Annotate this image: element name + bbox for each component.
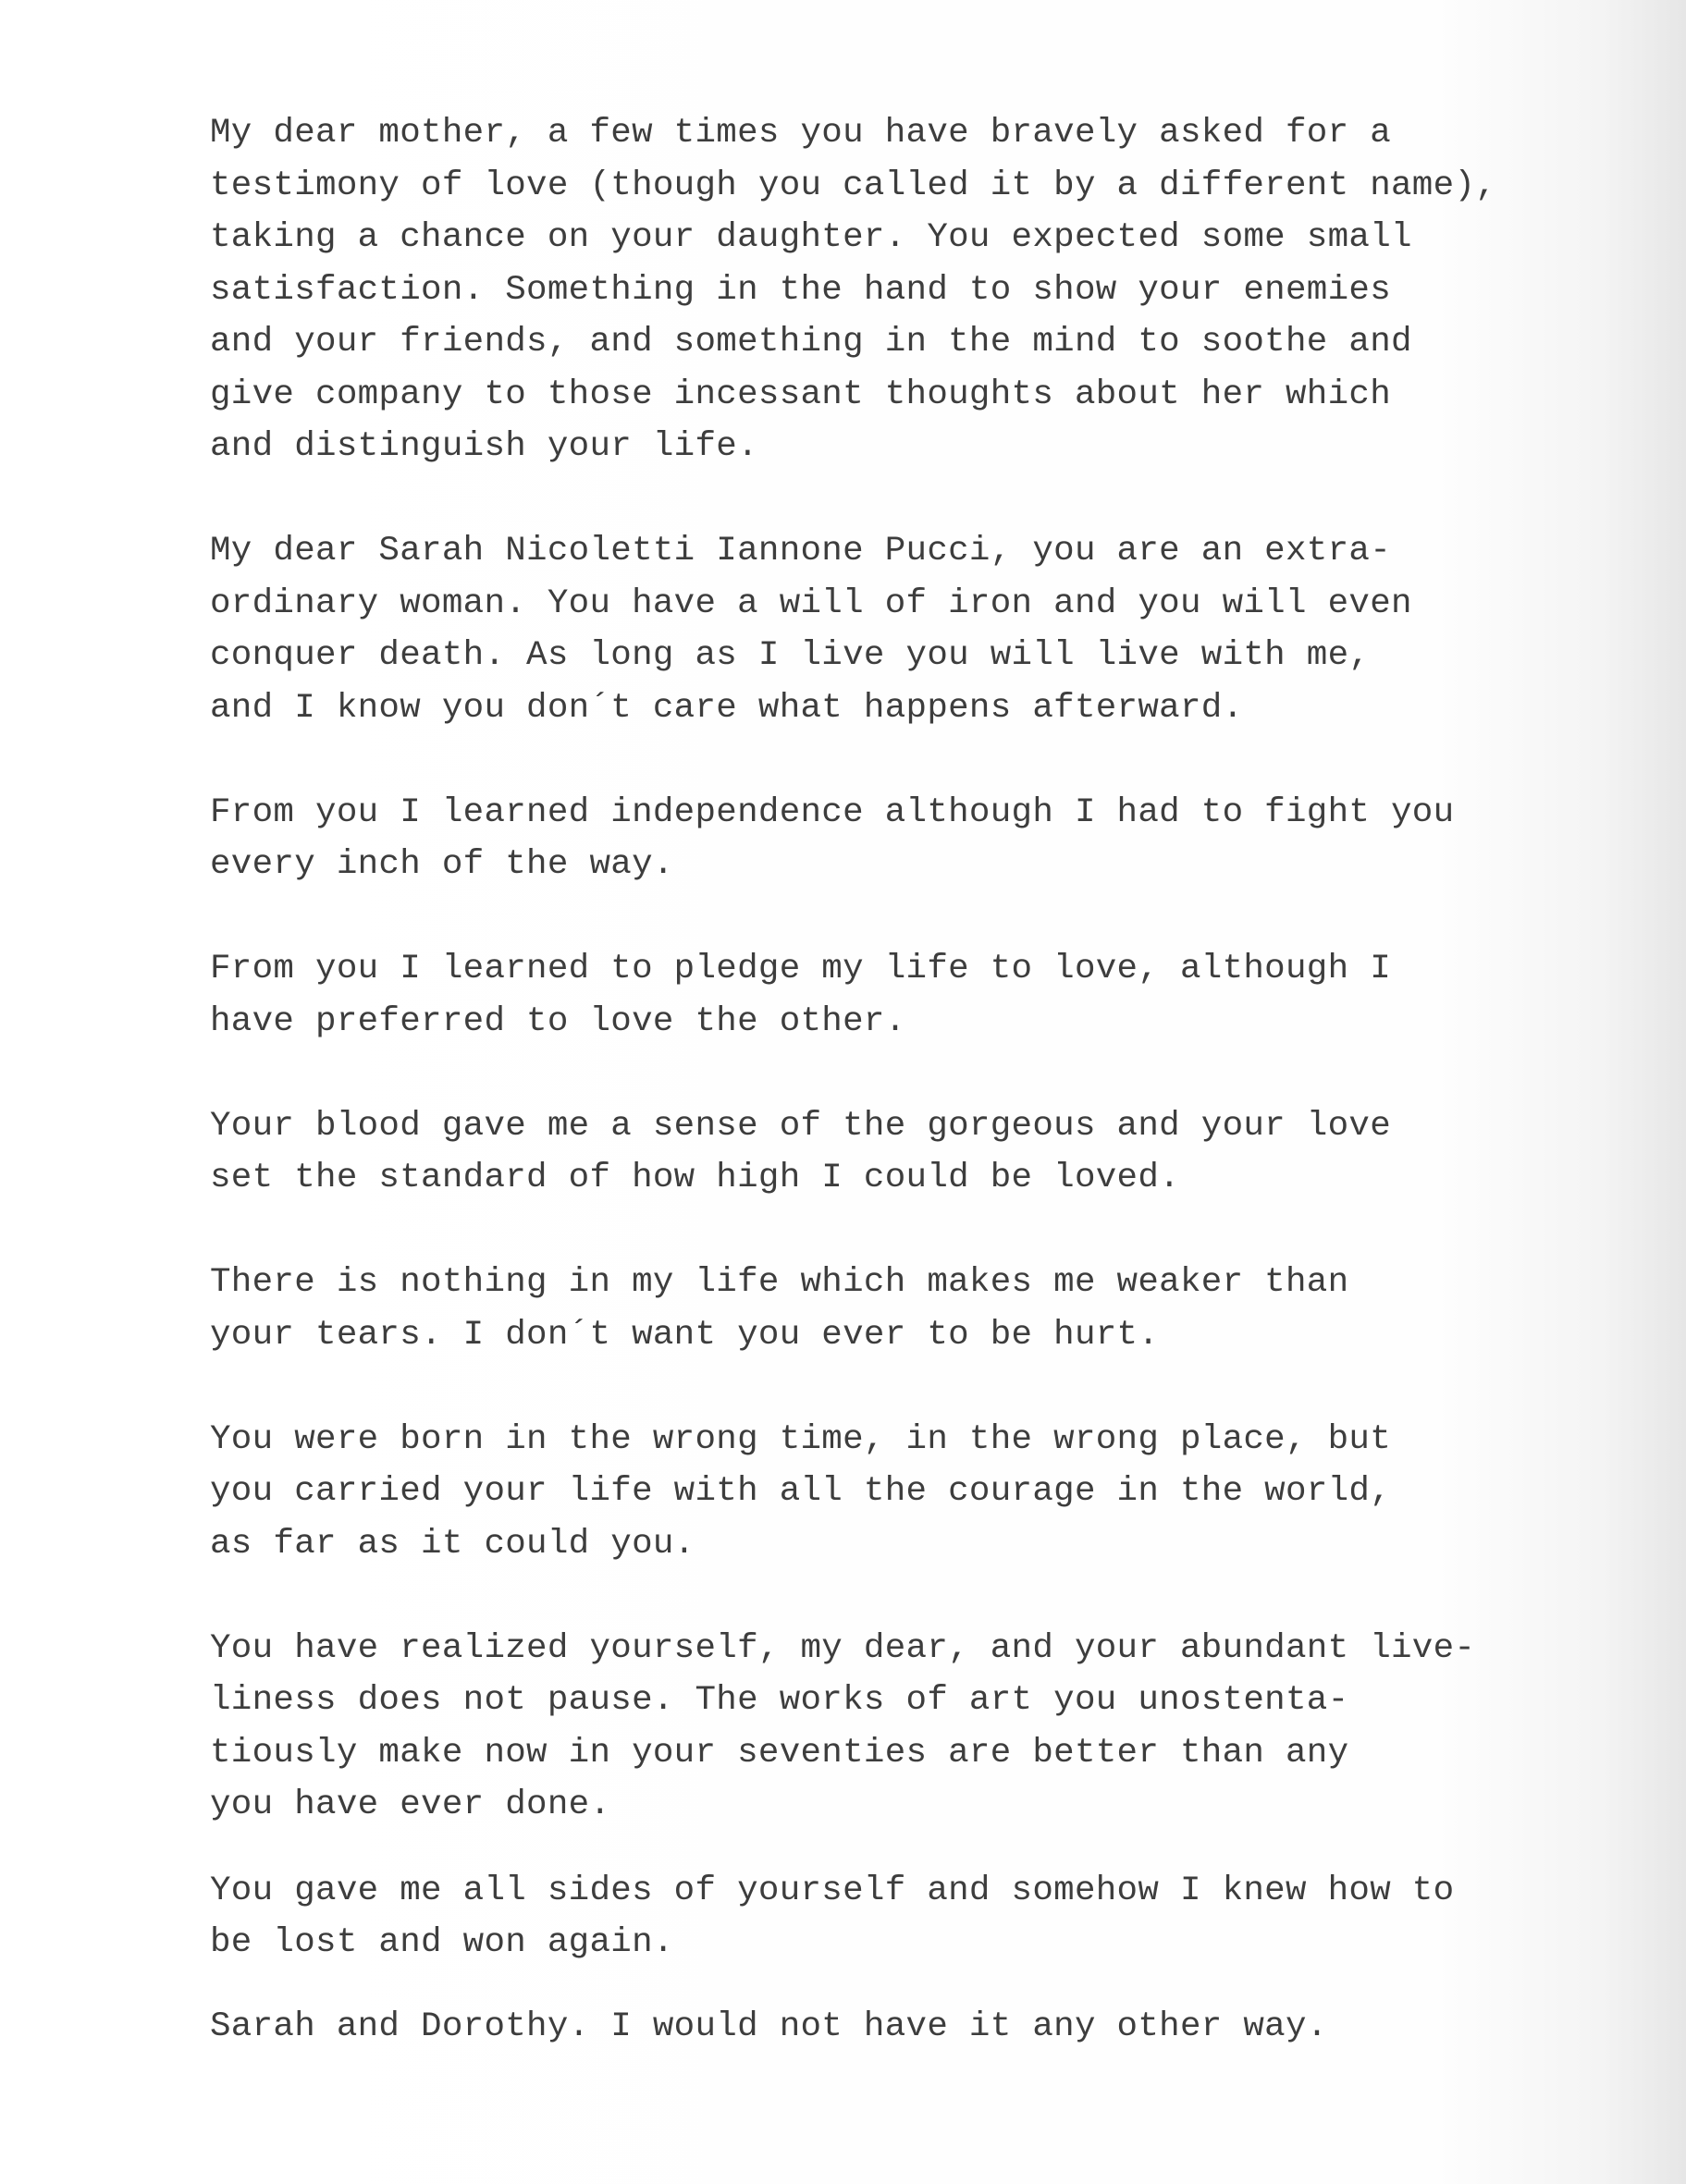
text-line: set the standard of how high I could be loved.	[210, 1159, 1180, 1197]
paragraph-gap	[210, 1048, 1523, 1100]
text-line: Your blood gave me a sense of the gorgeous and your love	[210, 1106, 1392, 1146]
text-line: From you I learned to pledge my life to love, although I	[210, 950, 1392, 988]
text-line: satisfaction. Something in the hand to show your enemies	[210, 270, 1392, 310]
paragraph-4	[210, 943, 1523, 1048]
paragraph-gap	[210, 734, 1523, 787]
text-line: You were born in the wrong time, in the wrong place, but	[210, 1419, 1392, 1459]
text-line: conquer death. As long as I live you will live with me,	[210, 636, 1371, 675]
paragraph-gap	[210, 1969, 1523, 2001]
text-line: taking a chance on your daughter. You expected some small	[210, 218, 1412, 257]
paragraph-gap	[210, 1832, 1523, 1865]
paragraph-3	[210, 787, 1523, 891]
text-line: be lost and won again.	[210, 1923, 674, 1962]
text-line: liness does not pause. The works of art you unostenta-	[210, 1681, 1349, 1720]
paragraph-gap	[210, 891, 1523, 944]
text-line: testimony of love (though you called it by a different name),	[210, 166, 1497, 205]
paragraph-1	[210, 107, 1523, 473]
text-line: Sarah and Dorothy. I would not have it any other way.	[210, 2006, 1328, 2046]
text-line: as far as it could you.	[210, 1524, 695, 1564]
text-line: My dear mother, a few times you have bravely asked for a	[210, 114, 1392, 153]
text-line: and I know you don´t care what happens afterward.	[210, 688, 1244, 728]
paragraph-gap	[210, 1205, 1523, 1258]
text-line: tiously make now in your seventies are better than any	[210, 1733, 1349, 1773]
paragraph-7	[210, 1414, 1523, 1571]
paragraph-5	[210, 1100, 1523, 1205]
paragraph-9	[210, 1865, 1523, 1969]
text-line: My dear Sarah Nicoletti Iannone Pucci, you are an extra-	[210, 532, 1392, 571]
paragraph-2	[210, 525, 1523, 734]
text-line: and distinguish your life.	[210, 427, 758, 466]
paragraph-6	[210, 1257, 1523, 1361]
paragraph-gap	[210, 1361, 1523, 1414]
paragraph-10	[210, 2001, 1523, 2054]
text-line: you have ever done.	[210, 1785, 611, 1824]
text-line: You have realized yourself, my dear, and your abundant live-	[210, 1628, 1476, 1668]
text-line: every inch of the way.	[210, 845, 674, 884]
paragraph-gap	[210, 1570, 1523, 1623]
text-line: give company to those incessant thoughts about her which	[210, 374, 1392, 414]
text-line: You gave me all sides of yourself and somehow I knew how to	[210, 1871, 1455, 1910]
text-line: your tears. I don´t want you ever to be hurt.	[210, 1315, 1160, 1355]
text-line: There is nothing in my life which makes me weaker than	[210, 1263, 1349, 1302]
text-line: and your friends, and something in the mind to soothe and	[210, 323, 1412, 362]
paragraph-gap	[210, 473, 1523, 526]
text-line: ordinary woman. You have a will of iron and you will even	[210, 583, 1412, 623]
text-line: From you I learned independence although I had to fight you	[210, 792, 1455, 832]
text-line: you carried your life with all the courage in the world,	[210, 1472, 1392, 1511]
letter-body	[210, 107, 1523, 2053]
text-line: have preferred to love the other.	[210, 1001, 906, 1041]
paragraph-8	[210, 1623, 1523, 1832]
